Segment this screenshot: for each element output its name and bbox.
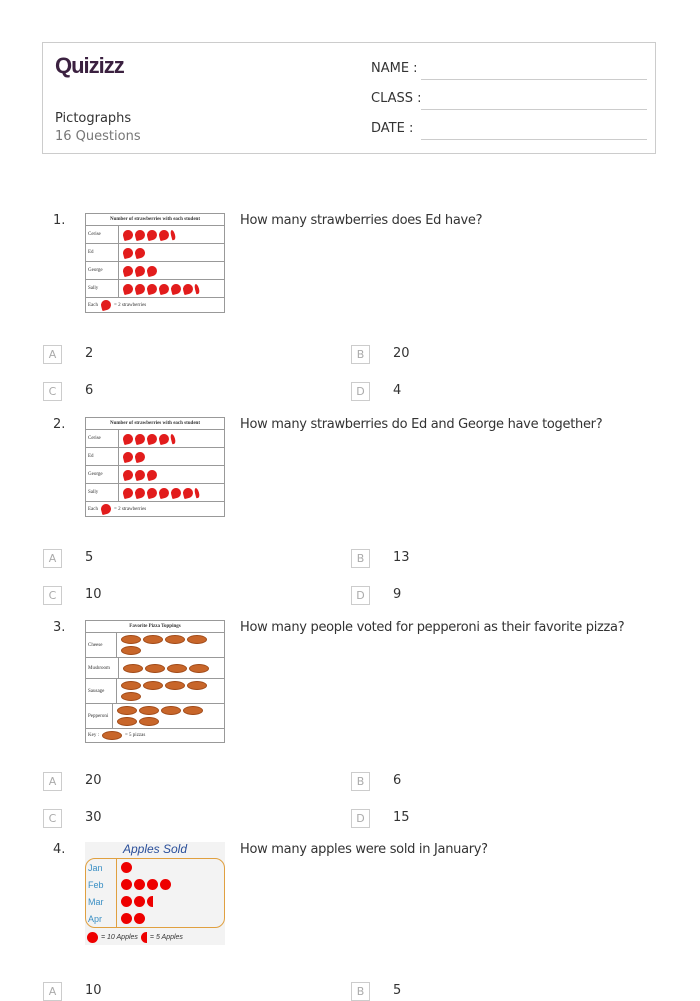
- pizza-icon: [117, 706, 137, 715]
- apple-icon: [121, 896, 132, 907]
- pizza-icon: [123, 664, 143, 673]
- row-icons: [119, 228, 179, 242]
- picture-row: [86, 893, 224, 910]
- row-label: Sally: [86, 484, 119, 501]
- apple-icon: [141, 932, 147, 943]
- pizza-icon: [183, 706, 203, 715]
- pizza-icon: [117, 717, 137, 726]
- quizizz-logo: Quizizz: [55, 53, 124, 78]
- picture-row: [86, 430, 224, 448]
- pizza-icon: [187, 635, 207, 644]
- strawberry-icon: [122, 228, 134, 240]
- option-letter: B: [351, 549, 370, 568]
- date-field[interactable]: [421, 139, 647, 140]
- apple-icon: [134, 879, 145, 890]
- row-label: Mar: [86, 893, 117, 910]
- strawberry-icon: [170, 486, 182, 498]
- row-icons: [119, 450, 149, 464]
- picture-row: [86, 633, 224, 658]
- pizza-icon: [102, 731, 122, 740]
- question-number: 3.: [53, 620, 66, 635]
- strawberry-icon: [146, 486, 158, 498]
- row-label: George: [86, 466, 119, 483]
- picture-row: [86, 658, 224, 679]
- strawberry-icon: [158, 282, 170, 294]
- strawberry-icon: [122, 264, 134, 276]
- strawberry-icon: [170, 433, 176, 444]
- pizza-icon: [121, 681, 141, 690]
- row-label: Jan: [86, 859, 117, 876]
- row-icons: [117, 633, 224, 657]
- strawberry-icon: [182, 282, 194, 294]
- row-icons: [119, 486, 203, 500]
- row-icons: [119, 282, 203, 296]
- row-label: Apr: [86, 910, 117, 927]
- key-value: = 2 strawberries: [114, 506, 147, 512]
- option-value: 5: [85, 550, 94, 565]
- strawberry-icon: [122, 432, 134, 444]
- row-label: Ed: [86, 244, 119, 261]
- option-letter: A: [43, 345, 62, 364]
- picture-row: [86, 679, 224, 704]
- date-label: DATE :: [371, 121, 414, 136]
- pizza-icon: [121, 692, 141, 701]
- picture-row: [86, 262, 224, 280]
- row-icons: [119, 246, 149, 260]
- strawberry-icon: [146, 282, 158, 294]
- strawberry-icon: [170, 229, 176, 240]
- row-label: Sally: [86, 280, 119, 297]
- apple-icon: [147, 896, 153, 907]
- row-icons: [117, 860, 136, 875]
- pizza-icon: [145, 664, 165, 673]
- pictograph: [85, 417, 225, 517]
- pictograph-key: [85, 930, 225, 945]
- pizza-icon: [121, 635, 141, 644]
- worksheet-title: Pictographs: [55, 111, 132, 126]
- apple-icon: [134, 896, 145, 907]
- strawberry-icon: [134, 228, 146, 240]
- option-value: 6: [85, 383, 94, 398]
- strawberry-icon: [100, 299, 112, 311]
- strawberry-icon: [170, 282, 182, 294]
- option-letter: C: [43, 809, 62, 828]
- row-label: Cheese: [86, 633, 117, 657]
- row-label: Feb: [86, 876, 117, 893]
- row-label: Cerise: [86, 430, 119, 447]
- key-value: = 5 pizzas: [124, 733, 146, 738]
- pizza-icon: [189, 664, 209, 673]
- pictograph-title: Apples Sold: [122, 842, 188, 856]
- row-icons: [119, 432, 179, 446]
- strawberry-icon: [134, 468, 146, 480]
- name-label: NAME :: [371, 61, 418, 76]
- option-letter: D: [351, 586, 370, 605]
- pictograph: [85, 213, 225, 313]
- pictograph: [85, 842, 225, 945]
- strawberry-icon: [134, 486, 146, 498]
- pictograph-title: Number of strawberries with each student: [86, 418, 224, 430]
- strawberry-icon: [100, 503, 112, 515]
- question-number: 1.: [53, 213, 66, 228]
- option-value: 4: [393, 383, 402, 398]
- strawberry-icon: [134, 432, 146, 444]
- apple-icon: [121, 862, 132, 873]
- row-label: George: [86, 262, 119, 279]
- question-number: 2.: [53, 417, 66, 432]
- pizza-icon: [165, 681, 185, 690]
- strawberry-icon: [122, 282, 134, 294]
- question-text: How many people voted for pepperoni as their favorite pizza?: [240, 620, 625, 635]
- option-value: 30: [85, 810, 102, 825]
- row-icons: [119, 662, 213, 675]
- key-label: Each: [88, 506, 98, 512]
- option-letter: D: [351, 382, 370, 401]
- pizza-icon: [139, 706, 159, 715]
- option-value: 20: [393, 346, 410, 361]
- row-icons: [117, 911, 149, 926]
- strawberry-icon: [158, 228, 170, 240]
- question-text: How many apples were sold in January?: [240, 842, 488, 857]
- picture-row: [86, 484, 224, 502]
- apple-icon: [134, 913, 145, 924]
- picture-row: [86, 280, 224, 298]
- strawberry-icon: [146, 432, 158, 444]
- picture-row: [86, 704, 224, 729]
- row-icons: [119, 468, 161, 482]
- strawberry-icon: [122, 246, 134, 258]
- apple-icon: [87, 932, 98, 943]
- row-label: Mushroom: [86, 658, 119, 678]
- picture-row: [86, 910, 224, 927]
- key-label: = 10 Apples: [101, 934, 138, 941]
- row-icons: [119, 264, 161, 278]
- option-value: 5: [393, 983, 402, 998]
- pizza-icon: [121, 646, 141, 655]
- strawberry-icon: [134, 264, 146, 276]
- pictograph-title: Number of strawberries with each student: [86, 214, 224, 226]
- option-value: 20: [85, 773, 102, 788]
- strawberry-icon: [146, 264, 158, 276]
- option-value: 13: [393, 550, 410, 565]
- strawberry-icon: [146, 468, 158, 480]
- name-field[interactable]: [421, 79, 647, 80]
- pizza-icon: [187, 681, 207, 690]
- picture-row: [86, 226, 224, 244]
- strawberry-icon: [158, 486, 170, 498]
- class-label: CLASS :: [371, 91, 422, 106]
- option-value: 6: [393, 773, 402, 788]
- option-letter: B: [351, 772, 370, 791]
- option-value: 9: [393, 587, 402, 602]
- option-letter: B: [351, 982, 370, 1001]
- picture-row: [86, 876, 224, 893]
- strawberry-icon: [146, 228, 158, 240]
- pictograph-key: [86, 502, 224, 516]
- strawberry-icon: [134, 450, 146, 462]
- option-letter: D: [351, 809, 370, 828]
- strawberry-icon: [194, 487, 200, 498]
- option-letter: A: [43, 772, 62, 791]
- picture-row: [86, 466, 224, 484]
- option-letter: C: [43, 382, 62, 401]
- key-value: = 5 Apples: [149, 934, 183, 941]
- apple-icon: [147, 879, 158, 890]
- strawberry-icon: [134, 282, 146, 294]
- apple-icon: [121, 913, 132, 924]
- option-letter: A: [43, 982, 62, 1001]
- pictograph-title: Favorite Pizza Toppings: [86, 621, 224, 633]
- strawberry-icon: [134, 246, 146, 258]
- key-value: = 2 strawberries: [114, 302, 147, 308]
- pizza-icon: [139, 717, 159, 726]
- strawberry-icon: [122, 468, 134, 480]
- row-icons: [117, 679, 224, 703]
- pizza-icon: [165, 635, 185, 644]
- pictograph: [85, 620, 225, 743]
- strawberry-icon: [158, 432, 170, 444]
- pizza-icon: [143, 635, 163, 644]
- apple-icon: [160, 879, 171, 890]
- picture-row: [86, 244, 224, 262]
- key-label: Each: [88, 302, 98, 308]
- pizza-icon: [161, 706, 181, 715]
- class-field[interactable]: [421, 109, 647, 110]
- pizza-icon: [167, 664, 187, 673]
- option-value: 10: [85, 983, 102, 998]
- apple-icon: [121, 879, 132, 890]
- picture-row: [86, 448, 224, 466]
- row-label: Cerise: [86, 226, 119, 243]
- option-letter: A: [43, 549, 62, 568]
- question-text: How many strawberries does Ed have?: [240, 213, 483, 228]
- strawberry-icon: [194, 283, 200, 294]
- question-text: How many strawberries do Ed and George have together?: [240, 417, 603, 432]
- row-icons: [113, 704, 224, 728]
- option-letter: C: [43, 586, 62, 605]
- worksheet-header: [42, 42, 656, 154]
- strawberry-icon: [122, 486, 134, 498]
- question-count: 16 Questions: [55, 129, 141, 144]
- pizza-icon: [143, 681, 163, 690]
- option-value: 10: [85, 587, 102, 602]
- option-value: 2: [85, 346, 94, 361]
- option-letter: B: [351, 345, 370, 364]
- key-label: Key :: [88, 733, 99, 738]
- strawberry-icon: [182, 486, 194, 498]
- question-number: 4.: [53, 842, 66, 857]
- row-icons: [117, 894, 157, 909]
- row-icons: [117, 877, 175, 892]
- row-label: Pepperoni: [86, 704, 113, 728]
- strawberry-icon: [122, 450, 134, 462]
- option-value: 15: [393, 810, 410, 825]
- row-label: Ed: [86, 448, 119, 465]
- pictograph-key: [86, 298, 224, 312]
- pictograph-key: [86, 729, 224, 742]
- picture-row: [86, 859, 224, 876]
- row-label: Sausage: [86, 679, 117, 703]
